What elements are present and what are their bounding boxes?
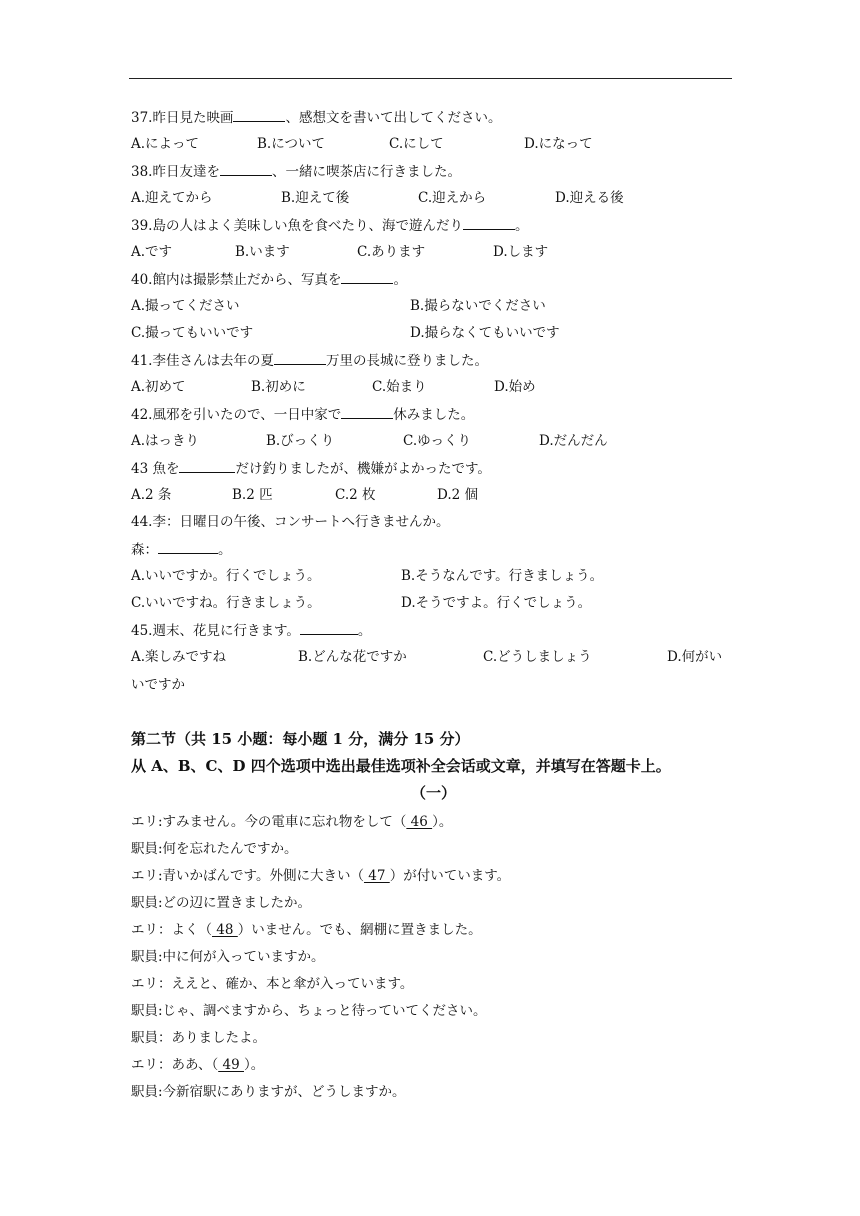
option-d: D.します — [493, 244, 549, 260]
option-a: A.迎えてから — [131, 190, 213, 206]
option-d: D.そうですよ。行くでしょう。 — [401, 595, 592, 611]
question-38-options — [131, 189, 731, 207]
dialogue-line: エリ:青いかばんです。外側に大きい（ 47 ）が付いています。 — [131, 868, 511, 884]
dialogue-line: エリ:すみません。今の電車に忘れ物をして（ 46 ）。 — [131, 814, 453, 830]
dialogue-line: エリ：よく（ 48 ）いません。でも、網棚に置きました。 — [131, 922, 482, 938]
option-c: C.迎えから — [418, 190, 487, 206]
option-a: A.楽しみですね — [131, 649, 227, 665]
question-43-stem: 43 魚を だけ釣りましたが、機嫌がよかったです。 — [131, 461, 491, 477]
question-45-options — [131, 648, 734, 666]
question-44-reply: 森： 。 — [131, 542, 232, 558]
option-b: B.びっくり — [266, 433, 335, 449]
answer-blank — [300, 621, 358, 635]
question-44-stem: 44.李：日曜日の午後、コンサートへ行きませんか。 — [131, 514, 450, 530]
option-a: A.撮ってください — [131, 298, 240, 314]
answer-blank — [179, 459, 235, 473]
question-45-option-d-wrap: いですか — [131, 677, 185, 693]
question-44-options-row2 — [131, 594, 731, 612]
answer-blank — [233, 108, 285, 122]
answer-blank — [158, 540, 218, 554]
option-c: C.撮ってもいいです — [131, 325, 254, 341]
question-42-stem: 42.風邪を引いたので、一日中家で 休みました。 — [131, 407, 475, 423]
answer-blank-46: 46 — [406, 814, 433, 830]
option-b: B.2 匹 — [232, 487, 273, 503]
dialogue-line: 駅員：ありましたよ。 — [131, 1030, 266, 1046]
question-39-options — [131, 243, 731, 261]
question-37-stem: 37.昨日見た映画 、感想文を書いて出してください。 — [131, 110, 502, 126]
question-38-stem: 38.昨日友達を 、一緒に喫茶店に行きました。 — [131, 164, 461, 180]
header-rule — [129, 78, 732, 79]
answer-blank-48: 48 — [212, 922, 238, 938]
question-40-stem: 40.館内は撮影禁止だから、写真を 。 — [131, 272, 407, 288]
option-c: C.いいですね。行きましょう。 — [131, 595, 321, 611]
option-d: D.になって — [524, 136, 593, 152]
answer-blank-49: 49 — [218, 1057, 244, 1073]
dialogue-line: 駅員:今新宿駅にありますが、どうしますか。 — [131, 1084, 406, 1100]
question-40-options-row1 — [131, 297, 731, 315]
option-b: B.迎えて後 — [281, 190, 350, 206]
question-40-options-row2 — [131, 324, 731, 342]
answer-blank-47: 47 — [363, 868, 390, 884]
question-37-options — [131, 135, 731, 153]
option-a: A.によって — [131, 136, 200, 152]
answer-blank — [274, 351, 326, 365]
option-b: B.います — [235, 244, 290, 260]
option-b: B.撮らないでください — [410, 298, 546, 314]
answer-blank — [463, 216, 515, 230]
option-b: B.初めに — [251, 379, 306, 395]
answer-blank — [341, 405, 393, 419]
option-a: A.です — [131, 244, 173, 260]
dialogue-line: エリ：ああ、（ 49 ）。 — [131, 1057, 265, 1073]
section-instruction: 从 A、B、C、D 四个选项中选出最佳选项补全会话或文章，并填写在答题卡上。 — [131, 757, 671, 775]
option-c: C.ゆっくり — [403, 433, 472, 449]
dialogue-line: 駅員:中に何が入っていますか。 — [131, 949, 325, 965]
question-39-stem: 39.島の人はよく美味しい魚を食べたり、海で遊んだり 。 — [131, 218, 529, 234]
question-41-stem: 41.李佳さんは去年の夏 万里の長城に登りました。 — [131, 353, 488, 369]
option-c: C.あります — [357, 244, 426, 260]
option-a: A.初めて — [131, 379, 186, 395]
dialogue-line: 駅員:じゃ、調べますから、ちょっと待っていてください。 — [131, 1003, 487, 1019]
option-d: D.撮らなくてもいいです — [410, 325, 560, 341]
question-43-options — [131, 486, 731, 504]
option-c: C.どうしましょう — [483, 649, 592, 665]
option-d: D.迎える後 — [555, 190, 624, 206]
dialogue-line: エリ：ええと、確か、本と傘が入っています。 — [131, 976, 414, 992]
option-a: A.はっきり — [131, 433, 200, 449]
option-b: B.どんな花ですか — [298, 649, 407, 665]
option-c: C.にして — [389, 136, 444, 152]
option-b: B.そうなんです。行きましょう。 — [401, 568, 604, 584]
dialogue-line: 駅員:何を忘れたんですか。 — [131, 841, 298, 857]
part-heading: （一） — [411, 784, 457, 802]
option-d: D.始め — [494, 379, 536, 395]
answer-blank — [341, 270, 393, 284]
option-d: D.だんだん — [539, 433, 608, 449]
answer-blank — [220, 162, 272, 176]
dialogue-line: 駅員:どの辺に置きましたか。 — [131, 895, 312, 911]
option-d: D.2 個 — [437, 487, 479, 503]
option-d: D.何がい — [667, 649, 723, 665]
option-c: C.始まり — [372, 379, 427, 395]
option-b: B.について — [257, 136, 325, 152]
section-title: 第二节（共 15 小题：每小题 1 分，满分 15 分） — [131, 730, 470, 748]
option-a: A.いいですか。行くでしょう。 — [131, 568, 321, 584]
question-42-options — [131, 432, 731, 450]
question-45-stem: 45.週末、花見に行きます。 。 — [131, 623, 372, 639]
question-41-options — [131, 378, 731, 396]
option-a: A.2 条 — [131, 487, 172, 503]
question-44-options-row1 — [131, 567, 731, 585]
option-c: C.2 枚 — [335, 487, 376, 503]
